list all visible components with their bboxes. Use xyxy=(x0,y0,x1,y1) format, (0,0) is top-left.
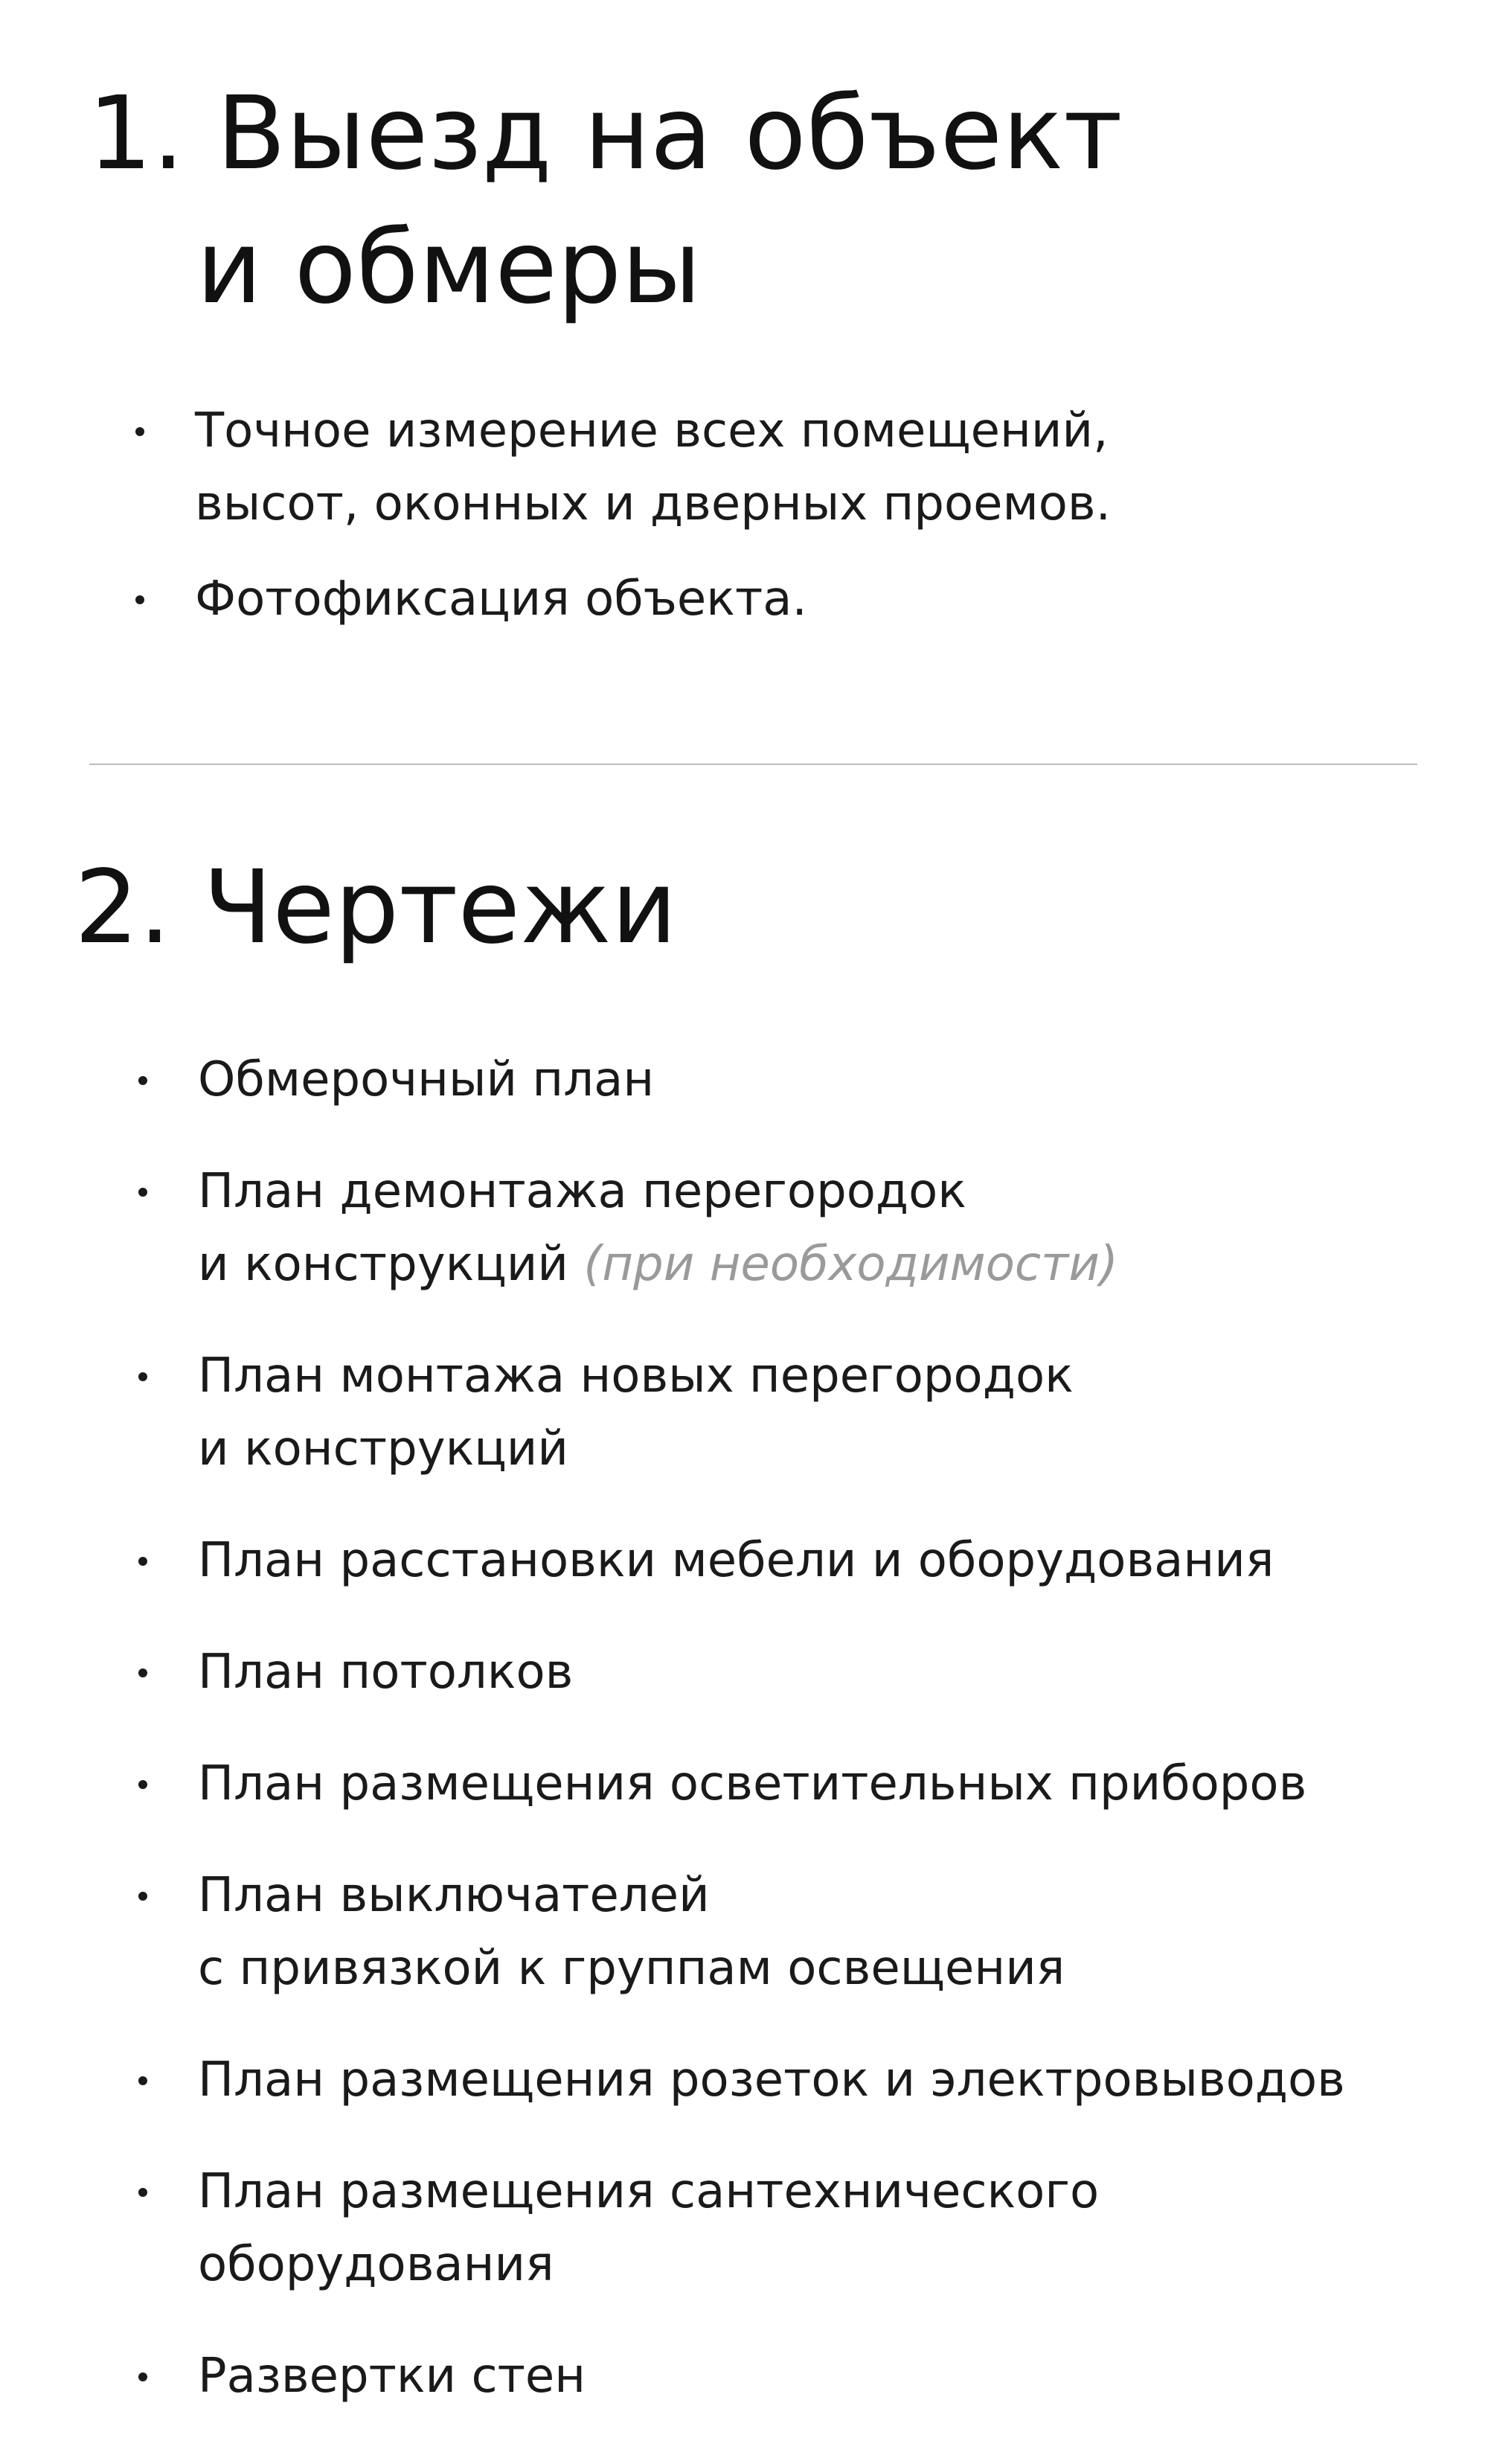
list-item-text: План размещения сантехнического xyxy=(198,2164,1100,2219)
list-item-text: План размещения осветительных приборов xyxy=(198,1756,1307,1811)
section-1-title-line-1: Выезд на объект xyxy=(217,75,1123,193)
list-item-text: План выключателей xyxy=(198,1868,710,1923)
list-item xyxy=(198,1636,1345,1709)
list-item-text: и конструкций xyxy=(198,1421,568,1476)
list-item-text: План расстановки мебели и оборудования xyxy=(198,1533,1274,1588)
bullet-dot-icon xyxy=(138,1076,147,1085)
bullet-dot-icon xyxy=(138,2372,147,2381)
list-item xyxy=(198,1524,1345,1597)
list-item xyxy=(198,1859,1345,2005)
list-item-text: Точное измерение всех помещений, xyxy=(195,403,1109,458)
section-2-number: 2. xyxy=(74,849,171,967)
bullet-dot-icon xyxy=(135,427,144,436)
list-item-text: оборудования xyxy=(198,2237,554,2292)
section-2-title: Чертежи xyxy=(203,849,678,967)
list-item xyxy=(198,2340,1345,2413)
section-1-heading xyxy=(88,67,1123,335)
list-item-text: Развертки стен xyxy=(198,2349,586,2404)
list-item xyxy=(198,1043,1345,1116)
bullet-dot-icon xyxy=(138,1372,147,1381)
bullet-dot-icon xyxy=(138,1780,147,1789)
bullet-dot-icon xyxy=(138,1668,147,1677)
section-1-list xyxy=(195,394,1111,636)
list-item-text: и конструкций xyxy=(198,1237,584,1292)
section-divider xyxy=(89,764,1417,765)
bullet-dot-icon xyxy=(138,2076,147,2085)
bullet-dot-icon xyxy=(138,1557,147,1566)
section-1-title-line-2: и обмеры xyxy=(196,209,702,327)
section-2-list xyxy=(198,1043,1345,2413)
list-item xyxy=(198,1340,1345,1485)
bullet-dot-icon xyxy=(135,595,144,604)
list-item xyxy=(195,394,1111,540)
list-item-text: План монтажа новых перегородок xyxy=(198,1348,1074,1404)
list-item-text: с привязкой к группам освещения xyxy=(198,1941,1065,1996)
list-item-note: (при необходимости) xyxy=(583,1237,1118,1292)
list-item xyxy=(195,563,1111,636)
bullet-dot-icon xyxy=(138,1188,147,1197)
list-item-text: План демонтажа перегородок xyxy=(198,1164,966,1219)
list-item xyxy=(198,2155,1345,2301)
list-item xyxy=(198,1747,1345,1820)
list-item-text: План потолков xyxy=(198,1645,574,1700)
list-item-text: высот, оконных и дверных проемов. xyxy=(195,476,1111,531)
bullet-dot-icon xyxy=(138,2188,147,2197)
section-1-number: 1. xyxy=(88,75,185,193)
list-item-text: Обмерочный план xyxy=(198,1052,655,1107)
list-item-text: Фотофиксация объекта. xyxy=(195,572,807,627)
bullet-dot-icon xyxy=(138,1892,147,1901)
section-2-heading xyxy=(74,841,677,975)
list-item xyxy=(198,1155,1345,1301)
list-item-text: План размещения розеток и электровыводов xyxy=(198,2052,1345,2108)
list-item xyxy=(198,2044,1345,2116)
